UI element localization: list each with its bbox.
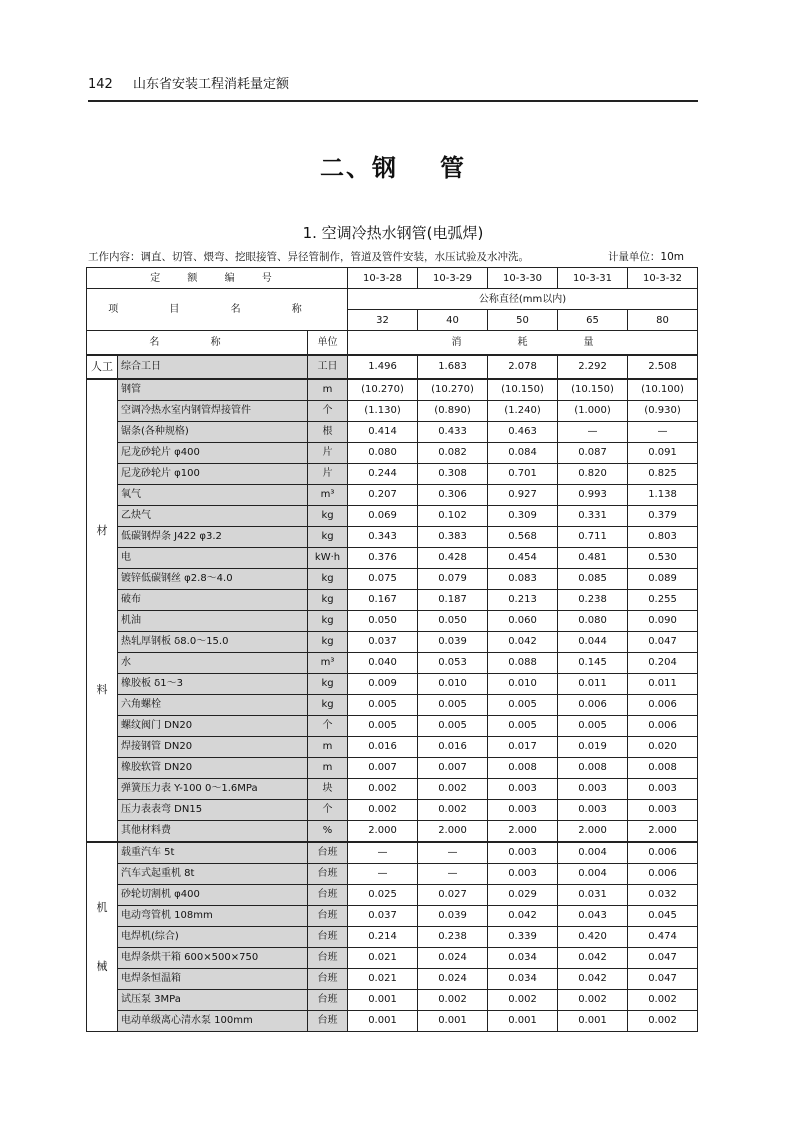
consumption-value: 0.255 [628, 589, 698, 610]
material-row [87, 589, 698, 610]
material-row [87, 799, 698, 820]
item-unit: 个 [308, 715, 348, 736]
material-row [87, 505, 698, 526]
category-char: 机 [96, 900, 108, 914]
sub-title: 1. 空调冷热水钢管(电弧焊) [302, 224, 484, 242]
consumption-value: 0.481 [558, 547, 628, 568]
consumption-value: — [418, 863, 488, 884]
machinery-row [87, 842, 698, 864]
consumption-value: 0.044 [558, 631, 628, 652]
diameter-label-row [87, 289, 698, 310]
consumption-value: 0.080 [348, 442, 418, 463]
consumption-value: (10.150) [558, 379, 628, 401]
consumption-value: 0.031 [558, 884, 628, 905]
item-name: 锯条(各种规格) [118, 421, 308, 442]
consumption-value: (1.130) [348, 400, 418, 421]
consumption-value: 0.005 [348, 694, 418, 715]
item-unit: kg [308, 694, 348, 715]
consumption-value: 0.463 [488, 421, 558, 442]
item-name: 电焊条烘干箱 600×500×750 [118, 947, 308, 968]
consumption-value: 0.003 [488, 863, 558, 884]
item-name: 螺纹阀门 DN20 [118, 715, 308, 736]
consumption-value: 0.037 [348, 905, 418, 926]
consumption-value: 0.002 [628, 989, 698, 1010]
quota-table-body [87, 268, 698, 1032]
material-row [87, 778, 698, 799]
consumption-value: 0.238 [558, 589, 628, 610]
consumption-value: 0.032 [628, 884, 698, 905]
consumption-value: 0.339 [488, 926, 558, 947]
item-name: 载重汽车 5t [118, 842, 308, 864]
consumption-value: (0.890) [418, 400, 488, 421]
consumption-value: 0.002 [418, 778, 488, 799]
header-rule [88, 100, 698, 102]
consumption-value: 0.006 [628, 715, 698, 736]
item-unit: 台班 [308, 968, 348, 989]
item-unit: % [308, 820, 348, 842]
item-unit: 台班 [308, 842, 348, 864]
consumption-value: 0.040 [348, 652, 418, 673]
consumption-value: 0.820 [558, 463, 628, 484]
consumption-value: (10.100) [628, 379, 698, 401]
item-name: 尼龙砂轮片 φ400 [118, 442, 308, 463]
consumption-value: 0.004 [558, 863, 628, 884]
consumption-value: — [418, 842, 488, 864]
item-name-label: 项 目 名 称 [87, 289, 348, 331]
consumption-value: 0.003 [488, 778, 558, 799]
item-name: 电焊条恒温箱 [118, 968, 308, 989]
consumption-value: 0.711 [558, 526, 628, 547]
consumption-value: 0.021 [348, 947, 418, 968]
consumption-value: 0.042 [558, 968, 628, 989]
item-unit: kW·h [308, 547, 348, 568]
labor-row [87, 355, 698, 379]
category-char: 材 [96, 524, 108, 537]
consumption-value: 0.204 [628, 652, 698, 673]
consumption-value: 0.331 [558, 505, 628, 526]
consumption-value: 0.002 [418, 989, 488, 1010]
consumption-value: 0.414 [348, 421, 418, 442]
item-unit: 片 [308, 442, 348, 463]
consumption-value: 0.089 [628, 568, 698, 589]
material-row [87, 421, 698, 442]
item-unit: 台班 [308, 989, 348, 1010]
item-name: 砂轮切割机 φ400 [118, 884, 308, 905]
consumption-value: 0.008 [488, 757, 558, 778]
material-row [87, 526, 698, 547]
consumption-value: 0.050 [418, 610, 488, 631]
item-name: 综合工日 [118, 355, 308, 379]
consumption-value: 0.002 [348, 799, 418, 820]
consumption-value: 0.010 [488, 673, 558, 694]
section-title [88, 148, 698, 183]
diameter-value: 32 [348, 310, 418, 331]
consumption-value: 0.019 [558, 736, 628, 757]
consumption-value: 0.006 [558, 694, 628, 715]
consumption-value: 0.042 [488, 631, 558, 652]
consumption-value: 0.037 [348, 631, 418, 652]
category-cell [87, 842, 118, 1032]
consumption-value: 0.376 [348, 547, 418, 568]
material-row [87, 463, 698, 484]
quota-code: 10-3-32 [628, 268, 698, 289]
item-name: 试压泵 3MPa [118, 989, 308, 1010]
consumption-value: 2.000 [628, 820, 698, 842]
consumption-value: 0.008 [628, 757, 698, 778]
consumption-value: 0.029 [488, 884, 558, 905]
item-unit: 块 [308, 778, 348, 799]
machinery-row [87, 947, 698, 968]
machinery-row [87, 905, 698, 926]
name-header: 名 称 [87, 331, 308, 355]
consumption-value: 0.308 [418, 463, 488, 484]
consumption-value: 0.034 [488, 947, 558, 968]
item-unit: kg [308, 526, 348, 547]
consumption-value: 0.020 [628, 736, 698, 757]
consumption-value: 0.069 [348, 505, 418, 526]
item-unit: 工日 [308, 355, 348, 379]
consumption-value: 0.002 [488, 989, 558, 1010]
consumption-value: 1.138 [628, 484, 698, 505]
item-unit: 台班 [308, 1010, 348, 1031]
consumption-value: 0.187 [418, 589, 488, 610]
category-cell [87, 379, 118, 842]
consumption-value: 0.085 [558, 568, 628, 589]
material-row [87, 568, 698, 589]
consumption-value: — [628, 421, 698, 442]
consumption-value: 0.005 [418, 694, 488, 715]
material-row [87, 484, 698, 505]
machinery-row [87, 1010, 698, 1031]
item-unit: kg [308, 589, 348, 610]
consumption-value: 0.024 [418, 947, 488, 968]
item-name: 压力表表弯 DN15 [118, 799, 308, 820]
item-unit: kg [308, 505, 348, 526]
unit-label: 计量单位：10m [607, 251, 684, 263]
consumption-value: 0.005 [488, 715, 558, 736]
consumption-value: 0.701 [488, 463, 558, 484]
consumption-value: 0.024 [418, 968, 488, 989]
consumption-value: 0.039 [418, 905, 488, 926]
item-unit: kg [308, 673, 348, 694]
consumption-value: 0.082 [418, 442, 488, 463]
consumption-value: 0.005 [418, 715, 488, 736]
consumption-value: 0.047 [628, 968, 698, 989]
material-row [87, 631, 698, 652]
consumption-value: 0.309 [488, 505, 558, 526]
consumption-value: 0.001 [418, 1010, 488, 1031]
consumption-value: 0.011 [628, 673, 698, 694]
item-unit: 台班 [308, 905, 348, 926]
item-unit: m [308, 757, 348, 778]
material-row [87, 442, 698, 463]
item-name: 橡胶板 δ1～3 [118, 673, 308, 694]
consumption-value: 0.034 [488, 968, 558, 989]
category-cell [87, 355, 118, 379]
material-row [87, 757, 698, 778]
diameter-value: 65 [558, 310, 628, 331]
item-unit: 根 [308, 421, 348, 442]
item-unit: kg [308, 568, 348, 589]
diameter-value: 40 [418, 310, 488, 331]
consumption-value: — [348, 863, 418, 884]
item-unit: 片 [308, 463, 348, 484]
item-name: 机油 [118, 610, 308, 631]
quota-code: 10-3-29 [418, 268, 488, 289]
item-unit: 个 [308, 799, 348, 820]
category-char: 料 [96, 683, 108, 696]
consumption-value: 0.080 [558, 610, 628, 631]
consumption-value: 0.016 [348, 736, 418, 757]
consumption-value: 0.087 [558, 442, 628, 463]
page-number: 142 [88, 77, 113, 92]
item-unit: 台班 [308, 947, 348, 968]
consumption-value: 0.002 [558, 989, 628, 1010]
material-row [87, 400, 698, 421]
consumption-value: 0.006 [628, 863, 698, 884]
consumption-value: 0.433 [418, 421, 488, 442]
item-name: 电动单级离心清水泵 100mm [118, 1010, 308, 1031]
consumption-value: 0.003 [488, 842, 558, 864]
consumption-value: 0.025 [348, 884, 418, 905]
consumption-value: 0.993 [558, 484, 628, 505]
consumption-value: 0.306 [418, 484, 488, 505]
material-row [87, 379, 698, 401]
consumption-value: 0.016 [418, 736, 488, 757]
consumption-value: — [348, 842, 418, 864]
consumption-value: 0.079 [418, 568, 488, 589]
quota-table [86, 267, 698, 1032]
consumption-value: 2.508 [628, 355, 698, 379]
consumption-value: 0.053 [418, 652, 488, 673]
category-char: 械 [96, 959, 108, 973]
quota-code: 10-3-30 [488, 268, 558, 289]
item-name: 镀锌低碳钢丝 φ2.8～4.0 [118, 568, 308, 589]
consumption-value: (10.150) [488, 379, 558, 401]
work-content-line [88, 249, 698, 265]
consumption-value: 0.039 [418, 631, 488, 652]
consumption-value: 0.045 [628, 905, 698, 926]
item-unit: m³ [308, 484, 348, 505]
consumption-value: 0.238 [418, 926, 488, 947]
consumption-value: 0.005 [348, 715, 418, 736]
item-name: 六角螺栓 [118, 694, 308, 715]
work-content: 工作内容：调直、切管、煨弯、挖眼接管、异径管制作，管道及管件安装，水压试验及水冲洗。 [88, 251, 529, 263]
consumption-value: 0.420 [558, 926, 628, 947]
consumption-value: 2.000 [348, 820, 418, 842]
consumption-value: 0.102 [418, 505, 488, 526]
consumption-value: 0.167 [348, 589, 418, 610]
material-row [87, 547, 698, 568]
item-name: 其他材料费 [118, 820, 308, 842]
item-name: 钢管 [118, 379, 308, 401]
consumption-value: (0.930) [628, 400, 698, 421]
consumption-value: 2.000 [488, 820, 558, 842]
quota-code-row [87, 268, 698, 289]
consumption-value: 0.006 [628, 694, 698, 715]
material-row [87, 610, 698, 631]
consumption-value: 0.042 [558, 947, 628, 968]
item-unit: kg [308, 631, 348, 652]
consumption-value: 0.213 [488, 589, 558, 610]
item-name: 破布 [118, 589, 308, 610]
consumption-value: 0.002 [418, 799, 488, 820]
column-header-row [87, 331, 698, 355]
consumption-value: 0.530 [628, 547, 698, 568]
consumption-value: 0.001 [348, 989, 418, 1010]
consumption-value: 0.075 [348, 568, 418, 589]
item-name: 空调冷热水室内钢管焊接管件 [118, 400, 308, 421]
machinery-row [87, 989, 698, 1010]
consumption-value: 2.000 [558, 820, 628, 842]
section-title-part1: 二、钢 [320, 154, 398, 182]
item-name: 热轧厚钢板 δ8.0～15.0 [118, 631, 308, 652]
diameter-value: 80 [628, 310, 698, 331]
consumption-value: 2.292 [558, 355, 628, 379]
unit-header: 单位 [308, 331, 348, 355]
category-label: 人工 [91, 360, 113, 373]
consumption-value: 0.803 [628, 526, 698, 547]
consumption-value: 0.083 [488, 568, 558, 589]
consumption-header-char: 耗 [517, 336, 528, 348]
item-name: 电焊机(综合) [118, 926, 308, 947]
material-row [87, 694, 698, 715]
consumption-value: 0.001 [348, 1010, 418, 1031]
item-name: 焊接钢管 DN20 [118, 736, 308, 757]
machinery-row [87, 926, 698, 947]
consumption-value: 0.060 [488, 610, 558, 631]
item-unit: kg [308, 610, 348, 631]
quota-code: 10-3-31 [558, 268, 628, 289]
consumption-value: 0.004 [558, 842, 628, 864]
consumption-value: 0.145 [558, 652, 628, 673]
consumption-value: 0.011 [558, 673, 628, 694]
consumption-value: 0.003 [628, 799, 698, 820]
book-title: 山东省安装工程消耗量定额 [132, 77, 289, 92]
item-unit: 台班 [308, 884, 348, 905]
consumption-value: 2.078 [488, 355, 558, 379]
consumption-value: (1.240) [488, 400, 558, 421]
machinery-row [87, 968, 698, 989]
consumption-value: 0.214 [348, 926, 418, 947]
consumption-header-char: 量 [583, 336, 594, 348]
consumption-value: 0.001 [558, 1010, 628, 1031]
consumption-value: (10.270) [348, 379, 418, 401]
consumption-header-char: 消 [451, 336, 462, 348]
item-unit: 个 [308, 400, 348, 421]
consumption-value: 0.002 [348, 778, 418, 799]
consumption-value: 0.007 [418, 757, 488, 778]
consumption-value: 0.009 [348, 673, 418, 694]
consumption-value: 0.006 [628, 842, 698, 864]
consumption-value: 0.207 [348, 484, 418, 505]
consumption-value: 0.084 [488, 442, 558, 463]
consumption-value: 0.428 [418, 547, 488, 568]
consumption-value: 0.825 [628, 463, 698, 484]
consumption-value: (10.270) [418, 379, 488, 401]
item-unit: m³ [308, 652, 348, 673]
machinery-row [87, 863, 698, 884]
consumption-value: 0.091 [628, 442, 698, 463]
item-name: 低碳钢焊条 J422 φ3.2 [118, 526, 308, 547]
item-name: 电 [118, 547, 308, 568]
consumption-value: 0.007 [348, 757, 418, 778]
consumption-value: 0.010 [418, 673, 488, 694]
running-header [88, 72, 698, 98]
consumption-value: 0.001 [488, 1010, 558, 1031]
diameter-value: 50 [488, 310, 558, 331]
consumption-value: 0.927 [488, 484, 558, 505]
consumption-value: 0.383 [418, 526, 488, 547]
section-title-part2: 管 [440, 154, 466, 182]
consumption-value: 0.005 [488, 694, 558, 715]
consumption-value: 0.003 [558, 799, 628, 820]
consumption-value: 0.042 [488, 905, 558, 926]
consumption-value: 0.379 [628, 505, 698, 526]
item-name: 电动弯管机 108mm [118, 905, 308, 926]
consumption-value: 0.047 [628, 631, 698, 652]
consumption-value: 0.088 [488, 652, 558, 673]
material-row [87, 652, 698, 673]
consumption-value: 0.244 [348, 463, 418, 484]
material-row [87, 673, 698, 694]
item-name: 氧气 [118, 484, 308, 505]
item-name: 尼龙砂轮片 φ100 [118, 463, 308, 484]
item-unit: 台班 [308, 926, 348, 947]
consumption-value: 0.017 [488, 736, 558, 757]
consumption-value: 0.008 [558, 757, 628, 778]
consumption-value: 0.043 [558, 905, 628, 926]
diameter-label: 公称直径(mm以内) [348, 289, 698, 310]
consumption-value: 0.474 [628, 926, 698, 947]
item-name: 弹簧压力表 Y-100 0～1.6MPa [118, 778, 308, 799]
quota-code: 10-3-28 [348, 268, 418, 289]
consumption-value: 0.090 [628, 610, 698, 631]
consumption-value: 0.005 [558, 715, 628, 736]
material-row [87, 715, 698, 736]
item-unit: m [308, 736, 348, 757]
machinery-row [87, 884, 698, 905]
consumption-value: 0.050 [348, 610, 418, 631]
consumption-value: (1.000) [558, 400, 628, 421]
item-name: 橡胶软管 DN20 [118, 757, 308, 778]
consumption-value: 0.047 [628, 947, 698, 968]
item-name: 乙炔气 [118, 505, 308, 526]
consumption-value: 1.496 [348, 355, 418, 379]
consumption-value: 0.003 [628, 778, 698, 799]
material-row [87, 736, 698, 757]
quota-code-label: 定 额 编 号 [87, 268, 348, 289]
item-unit: 台班 [308, 863, 348, 884]
consumption-value: 0.027 [418, 884, 488, 905]
consumption-value: 0.003 [558, 778, 628, 799]
consumption-header [348, 331, 698, 355]
consumption-value: 0.003 [488, 799, 558, 820]
consumption-value: 0.454 [488, 547, 558, 568]
consumption-value: 0.021 [348, 968, 418, 989]
consumption-value: 2.000 [418, 820, 488, 842]
consumption-value: — [558, 421, 628, 442]
item-name: 水 [118, 652, 308, 673]
item-unit: m [308, 379, 348, 401]
consumption-value: 0.568 [488, 526, 558, 547]
consumption-value: 1.683 [418, 355, 488, 379]
consumption-value: 0.002 [628, 1010, 698, 1031]
item-name: 汽车式起重机 8t [118, 863, 308, 884]
consumption-value: 0.343 [348, 526, 418, 547]
material-row [87, 820, 698, 842]
